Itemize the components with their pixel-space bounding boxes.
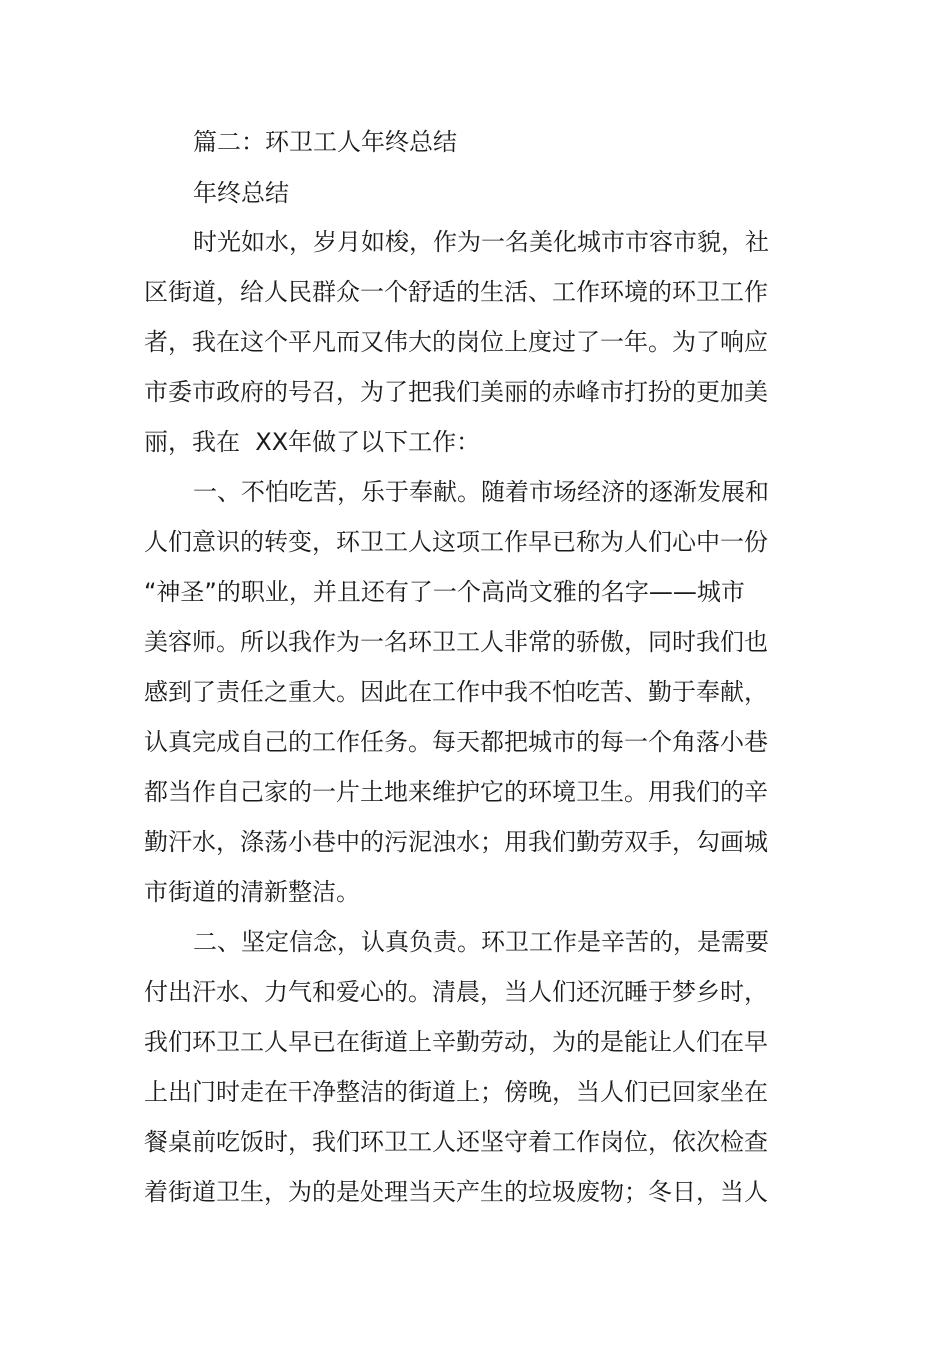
paragraph-line: 着街道卫生，为的是处理当天产生的垃圾废物；冬日，当人 bbox=[144, 1178, 768, 1206]
paragraph-line: 二、坚定信念，认真负责。环卫工作是辛苦的，是需要 bbox=[193, 928, 769, 956]
paragraph-line: 感到了责任之重大。因此在工作中我不怕吃苦、勤于奉献， bbox=[144, 678, 768, 706]
paragraph-line: 人们意识的转变，环卫工人这项工作早已称为人们心中一份 bbox=[144, 528, 768, 556]
paragraph-line: 上出门时走在干净整洁的街道上；傍晚，当人们已回家坐在 bbox=[144, 1078, 768, 1106]
paragraph-line: 认真完成自己的工作任务。每天都把城市的每一个角落小巷 bbox=[144, 728, 768, 756]
paragraph-line: 美容师。所以我作为一名环卫工人非常的骄傲，同时我们也 bbox=[144, 628, 768, 656]
paragraph-line: 市街道的清新整洁。 bbox=[144, 878, 360, 906]
document-heading: 篇二：环卫工人年终总结 bbox=[193, 128, 457, 156]
paragraph-line: “神圣”的职业，并且还有了一个高尚文雅的名字——城市 bbox=[144, 578, 745, 606]
paragraph-line: 都当作自己家的一片土地来维护它的环境卫生。用我们的辛 bbox=[144, 778, 768, 806]
paragraph-line: 者，我在这个平凡而又伟大的岗位上度过了一年。为了响应 bbox=[144, 328, 768, 356]
paragraph-line: 付出汗水、力气和爱心的。清晨，当人们还沉睡于梦乡时， bbox=[144, 978, 768, 1006]
paragraph-line: 一、不怕吃苦，乐于奉献。随着市场经济的逐渐发展和 bbox=[193, 478, 769, 506]
paragraph-line: 勤汗水，涤荡小巷中的污泥浊水；用我们勤劳双手，勾画城 bbox=[144, 828, 768, 856]
paragraph-line: 餐桌前吃饭时，我们环卫工人还坚守着工作岗位，依次检查 bbox=[144, 1128, 768, 1156]
paragraph-line: 市委市政府的号召，为了把我们美丽的赤峰市打扮的更加美 bbox=[144, 378, 768, 406]
document-subheading: 年终总结 bbox=[193, 179, 289, 207]
paragraph-line: 丽，我在 XX年做了以下工作： bbox=[144, 428, 481, 456]
paragraph-line: 区街道，给人民群众一个舒适的生活、工作环境的环卫工作 bbox=[144, 278, 768, 306]
paragraph-line: 时光如水，岁月如梭，作为一名美化城市市容市貌，社 bbox=[193, 228, 769, 256]
paragraph-line: 我们环卫工人早已在街道上辛勤劳动，为的是能让人们在早 bbox=[144, 1028, 768, 1056]
